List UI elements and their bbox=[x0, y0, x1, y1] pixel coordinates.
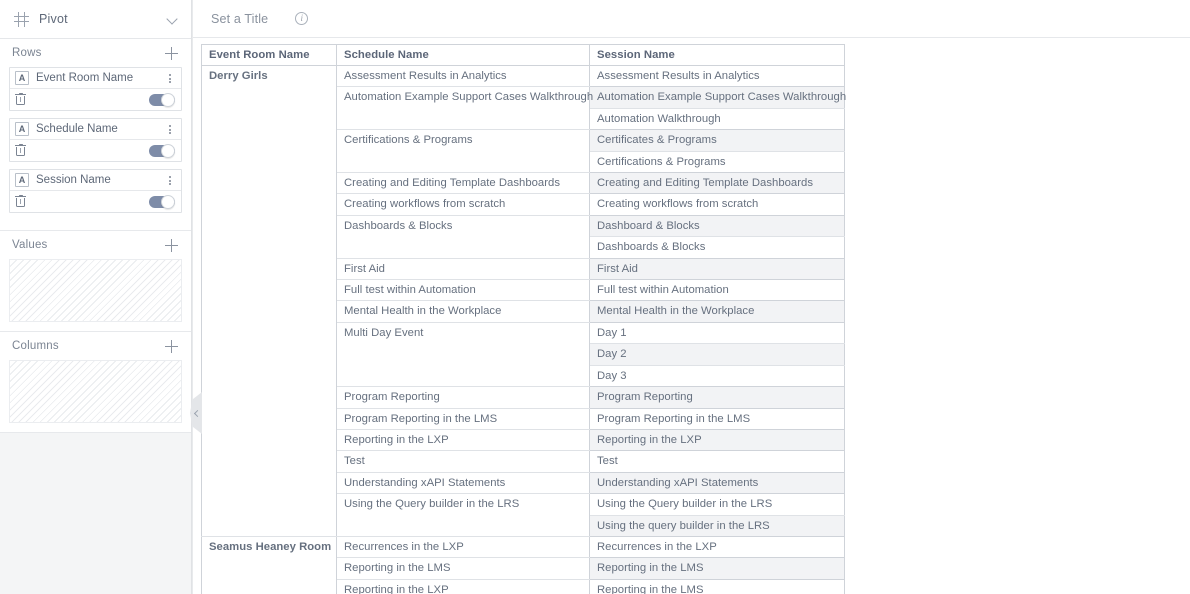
field-type-badge: A bbox=[15, 122, 29, 136]
cell-session-name: Using the Query builder in the LRS bbox=[590, 494, 845, 515]
cell-session-name: Creating and Editing Template Dashboards bbox=[590, 173, 845, 194]
field-type-badge: A bbox=[15, 173, 29, 187]
values-section bbox=[0, 231, 191, 332]
table-header-row bbox=[202, 45, 845, 66]
columns-section-label: Columns bbox=[12, 340, 59, 352]
cell-session-name: Day 3 bbox=[590, 365, 845, 386]
cell-schedule-name: First Aid bbox=[337, 258, 590, 279]
cell-schedule-name: Reporting in the LXP bbox=[337, 579, 590, 594]
cell-session-name: Program Reporting in the LMS bbox=[590, 408, 845, 429]
table-row bbox=[202, 66, 845, 87]
report-title-input[interactable]: Set a Title bbox=[211, 11, 269, 26]
cell-session-name: First Aid bbox=[590, 258, 845, 279]
columns-dropzone[interactable] bbox=[9, 360, 182, 423]
kebab-menu-icon[interactable] bbox=[164, 122, 176, 136]
cell-schedule-name: Understanding xAPI Statements bbox=[337, 472, 590, 493]
row-field-controls bbox=[10, 140, 181, 161]
row-field-controls bbox=[10, 89, 181, 110]
column-header-schedule-name[interactable]: Schedule Name bbox=[337, 45, 590, 66]
cell-schedule-name: Full test within Automation bbox=[337, 280, 590, 301]
cell-session-name: Assessment Results in Analytics bbox=[590, 66, 845, 87]
kebab-menu-icon[interactable] bbox=[164, 71, 176, 85]
add-column-field-plus-icon[interactable] bbox=[165, 340, 178, 353]
sidebar-header bbox=[0, 0, 191, 39]
cell-session-name: Reporting in the LXP bbox=[590, 429, 845, 450]
values-section-label: Values bbox=[12, 239, 48, 251]
row-field-header bbox=[10, 68, 181, 89]
cell-event-room-name: Derry Girls bbox=[202, 66, 337, 537]
cell-session-name: Understanding xAPI Statements bbox=[590, 472, 845, 493]
row-field-header bbox=[10, 119, 181, 140]
cell-schedule-name: Program Reporting bbox=[337, 387, 590, 408]
cell-session-name: Program Reporting bbox=[590, 387, 845, 408]
rows-section-label: Rows bbox=[12, 47, 42, 59]
table-row bbox=[202, 536, 845, 557]
grid-icon bbox=[14, 12, 29, 27]
cell-schedule-name: Program Reporting in the LMS bbox=[337, 408, 590, 429]
trash-icon[interactable] bbox=[15, 195, 26, 208]
columns-section-header bbox=[9, 332, 182, 360]
field-name-label: Schedule Name bbox=[36, 123, 118, 135]
pivot-table-area bbox=[193, 38, 1190, 594]
cell-session-name: Creating workflows from scratch bbox=[590, 194, 845, 215]
column-header-session-name[interactable]: Session Name bbox=[590, 45, 845, 66]
row-field-controls bbox=[10, 191, 181, 212]
cell-schedule-name: Creating and Editing Template Dashboards bbox=[337, 173, 590, 194]
chevron-down-icon[interactable] bbox=[167, 13, 179, 25]
main-content bbox=[192, 0, 1190, 594]
row-field-header bbox=[10, 170, 181, 191]
cell-session-name: Reporting in the LMS bbox=[590, 558, 845, 579]
cell-schedule-name: Recurrences in the LXP bbox=[337, 536, 590, 557]
pivot-table bbox=[201, 44, 845, 594]
pivot-table-body bbox=[202, 66, 845, 594]
report-header bbox=[193, 0, 1190, 38]
values-section-header bbox=[9, 231, 182, 259]
cell-session-name: Full test within Automation bbox=[590, 280, 845, 301]
cell-schedule-name: Dashboards & Blocks bbox=[337, 215, 590, 258]
cell-schedule-name: Reporting in the LXP bbox=[337, 429, 590, 450]
pivot-panel-title: Pivot bbox=[39, 12, 68, 26]
chevron-left-icon bbox=[194, 409, 201, 416]
cell-session-name: Test bbox=[590, 451, 845, 472]
field-name-label: Session Name bbox=[36, 174, 111, 186]
cell-session-name: Reporting in the LMS bbox=[590, 579, 845, 594]
row-field-schedule-name[interactable] bbox=[9, 118, 182, 162]
add-value-field-plus-icon[interactable] bbox=[165, 239, 178, 252]
rows-section bbox=[0, 39, 191, 231]
cell-session-name: Day 2 bbox=[590, 344, 845, 365]
cell-schedule-name: Test bbox=[337, 451, 590, 472]
trash-icon[interactable] bbox=[15, 144, 26, 157]
kebab-menu-icon[interactable] bbox=[164, 173, 176, 187]
cell-session-name: Certifications & Programs bbox=[590, 151, 845, 172]
row-field-session-name[interactable] bbox=[9, 169, 182, 213]
add-row-field-plus-icon[interactable] bbox=[165, 47, 178, 60]
columns-section bbox=[0, 332, 191, 433]
field-type-badge: A bbox=[15, 71, 29, 85]
sidebar-collapse-handle[interactable] bbox=[190, 392, 202, 434]
cell-session-name: Certificates & Programs bbox=[590, 130, 845, 151]
cell-schedule-name: Mental Health in the Workplace bbox=[337, 301, 590, 322]
cell-schedule-name: Multi Day Event bbox=[337, 322, 590, 386]
field-visibility-toggle[interactable] bbox=[149, 196, 175, 208]
pivot-config-sidebar bbox=[0, 0, 192, 594]
field-name-label: Event Room Name bbox=[36, 72, 134, 84]
values-dropzone[interactable] bbox=[9, 259, 182, 322]
info-icon[interactable] bbox=[295, 12, 308, 25]
cell-session-name: Dashboards & Blocks bbox=[590, 237, 845, 258]
cell-schedule-name: Creating workflows from scratch bbox=[337, 194, 590, 215]
sidebar-empty-area bbox=[0, 433, 191, 594]
cell-event-room-name: Seamus Heaney Room bbox=[202, 536, 337, 594]
cell-schedule-name: Automation Example Support Cases Walkthrough bbox=[337, 87, 590, 130]
column-header-event-room-name[interactable]: Event Room Name bbox=[202, 45, 337, 66]
field-visibility-toggle[interactable] bbox=[149, 145, 175, 157]
cell-session-name: Mental Health in the Workplace bbox=[590, 301, 845, 322]
rows-section-header bbox=[9, 39, 182, 67]
cell-session-name: Using the query builder in the LRS bbox=[590, 515, 845, 536]
cell-schedule-name: Assessment Results in Analytics bbox=[337, 66, 590, 87]
cell-session-name: Automation Walkthrough bbox=[590, 108, 845, 129]
cell-session-name: Automation Example Support Cases Walkthrough bbox=[590, 87, 845, 108]
cell-session-name: Dashboard & Blocks bbox=[590, 215, 845, 236]
field-visibility-toggle[interactable] bbox=[149, 94, 175, 106]
cell-schedule-name: Certifications & Programs bbox=[337, 130, 590, 173]
cell-session-name: Day 1 bbox=[590, 322, 845, 343]
cell-session-name: Recurrences in the LXP bbox=[590, 536, 845, 557]
cell-schedule-name: Using the Query builder in the LRS bbox=[337, 494, 590, 537]
cell-schedule-name: Reporting in the LMS bbox=[337, 558, 590, 579]
row-field-event-room-name[interactable] bbox=[9, 67, 182, 111]
trash-icon[interactable] bbox=[15, 93, 26, 106]
